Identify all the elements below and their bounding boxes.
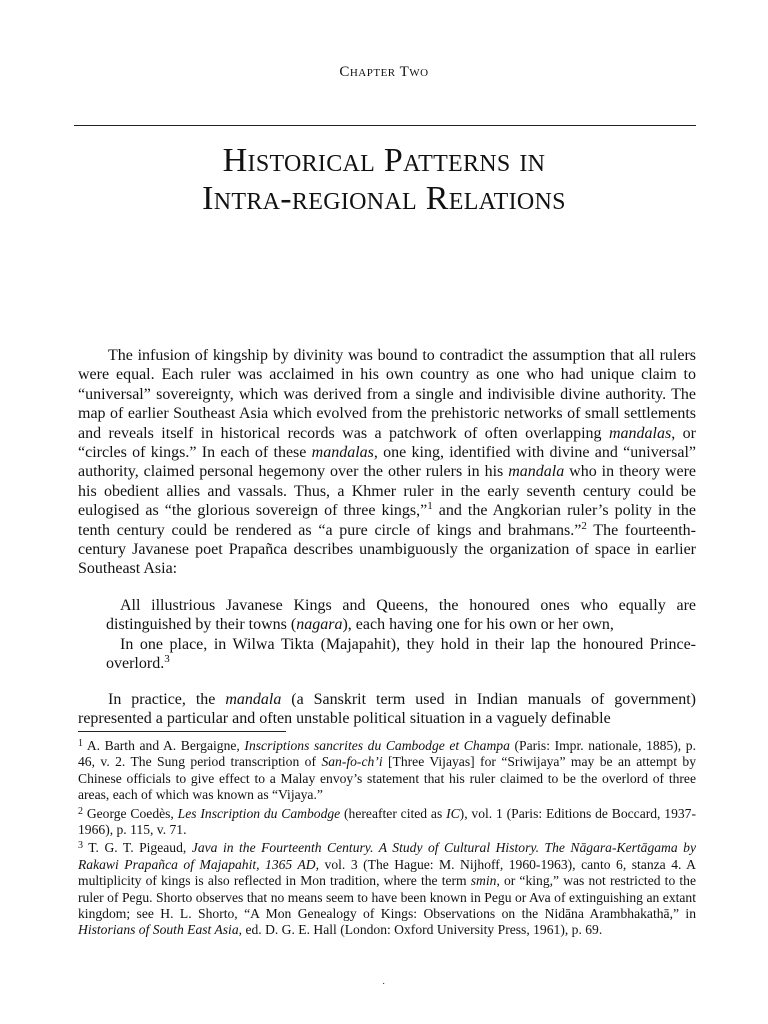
paragraph-2-text: In practice, the [108,691,226,708]
quote-text: All illustrious Javanese Kings and Queens, the honoured ones who equally are distinguished by their towns ( [106,597,696,634]
paragraph-1-text: , one king, identified with divine and “universal” authority, claimed personal hegemony over the other rulers in his [78,444,696,481]
chapter-label: Chapter Two [339,64,429,80]
term-mandala: mandala [508,463,565,481]
footnote-text: A. Barth and A. Bergaigne, [83,738,245,753]
footnote-text: [Three Vijayas] for “Sriwijaya” may be an attempt by Chinese officials to give effect to a Malay envoy’s statement that his ruler claimed to be the overlord of three areas, each of which was known as “Vijaya.” [78,754,696,803]
paragraph-1-text: , or “circles of kings.” In each of these [78,424,697,462]
quote-text: ), each having one for his own or her own, [342,616,614,634]
footnote-text: ), vol. 1 (Paris: Editions de Boccard, 1937-1966), p. 115, v. 71. [78,805,697,838]
paragraph-1-text: who in theory were his obedient allies and vassals. Thus, a Khmer ruler in the early seventh century could be eulogised as “the glorious sovereign of three kings,” [78,463,696,520]
footnote-text: (hereafter cited as [340,805,447,821]
chapter-title-line-1: Historical Patterns in [222,142,546,179]
footnote-text: , or “king,” was not restricted to the ruler of Pegu. Shorto observes that no means seem to have been known in Pegu or Ava of extinguishing an extant kingdom; see H. L. Shorto, “A Mon Genealogy of Kings: Observations on the Nidāna Arambhakathā,” in [78,873,696,922]
scan-speck: ˙ [382,982,386,993]
footnote-number: 3 [78,840,83,852]
paragraph-2 [78,690,696,729]
quote-text: In one place, in Wilwa Tikta (Majapahit), they hold in their lap the honoured Prince-overlord. [106,635,696,673]
footnote-work-title: Java in the Fourteenth Century. A Study of Cultural History. The Nāgara-Kertāgama by Rakawi Prapañca of Majapahit, 1365 AD [78,840,697,872]
footnote-1 [78,738,696,804]
footnote-text: , vol. 3 (The Hague: M. Nijhoff, 1960-1963), canto 6, stanza 4. A multiplicity of kings is also reflected in Mon tradition, where the term [78,856,696,889]
footnote-number: 1 [78,738,83,749]
paragraph-1 [78,346,696,579]
footnote-term: smin [470,873,497,889]
quote-line-2 [106,635,696,674]
footnote-text: (Paris: Impr. nationale, 1885), p. 46, v. 2. The Sung period transcription of [78,738,696,770]
paragraph-1-text: and the Angkorian ruler’s polity in the tenth century could be rendered as “a pure circle of kings and brahmans.” [78,502,696,539]
footnote-ref-2: 2 [581,519,587,532]
footnotes [78,738,696,941]
footnote-divider [78,731,286,732]
footnote-work-title: Les Inscription du Cambodge [177,805,341,821]
term-mandalas: mandalas [311,444,374,462]
footnote-term: San-fo-ch’i [321,754,383,770]
footnote-text: T. G. T. Pigeaud, [83,840,192,856]
quote-line-1 [106,596,696,635]
footnote-3 [78,840,696,938]
footnote-ref-3: 3 [164,653,170,666]
term-mandalas: mandalas [609,424,672,442]
footnote-ref-1: 1 [427,500,433,513]
paragraph-1-text: The fourteenth-century Javanese poet Prapañca describes unambiguously the organization of space in earlier Southeast Asia: [78,521,697,578]
footnote-text: , ed. D. G. E. Hall (London: Oxford University Press, 1961), p. 69. [238,922,603,938]
term-nagara: nagara [296,616,343,634]
block-quote [106,596,696,674]
footnote-work-title: Historians of South East Asia [78,922,239,938]
paragraph-2-text: (a Sanskrit term used in Indian manuals of government) represented a particular and often unstable political situation in a vaguely definable [78,691,696,728]
chapter-title [0,142,768,218]
paragraph-1-text: The infusion of kingship by divinity was bound to contradict the assumption that all rulers were equal. Each ruler was acclaimed in his own country as one who had unique claim to “universal” sovereignty, which was derived from a single and indivisible divine authority. The map of earlier Southeast Asia which evolved from the prehistoric networks of small settlements and reveals itself in historical records was a patchwork of often overlapping [78,347,696,442]
title-divider [74,125,696,126]
footnote-text: George Coedès, [83,805,178,821]
term-mandala: mandala [225,691,282,708]
footnote-term: IC [446,805,460,821]
chapter-title-line-2: Intra-regional Relations [202,180,566,217]
footnote-work-title: Inscriptions sancrites du Cambodge et Champa [244,738,510,753]
footnote-number: 2 [78,805,83,817]
footnote-2 [78,806,696,839]
